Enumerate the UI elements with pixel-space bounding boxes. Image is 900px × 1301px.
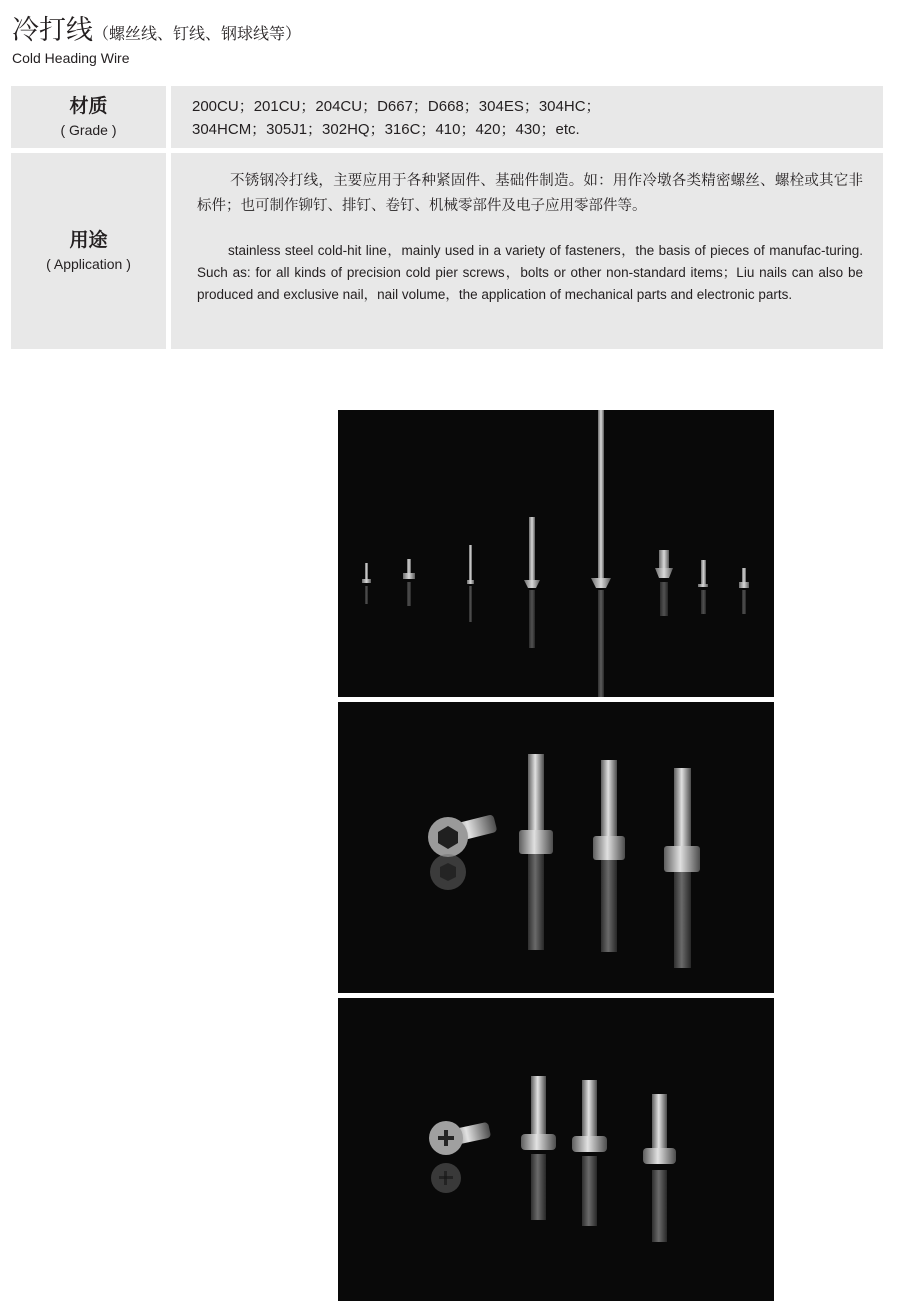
- application-label-zh: 用途: [69, 229, 108, 251]
- phillips-screws-illustration: [338, 998, 774, 1301]
- application-text-en: stainless steel cold-hit line，mainly used in a variety of fasteners，the basis of pieces of manufac-turing. Such as: for all kinds of precision cold pier screws，bolts or other non-standard items；Liu nails can also be produced and exclusive nail，nail volume，the application of mechanical parts and electronic parts.: [197, 243, 863, 302]
- grade-list: [192, 95, 862, 141]
- application-text-zh: 不锈钢冷打线，主要应用于各种紧固件、基础件制造。如：用作冷墩各类精密螺丝、螺栓或其它非标件；也可制作铆钉、排钉、卷钉、机械零部件及电子应用零部件等。: [197, 173, 863, 214]
- title-zh: 冷打线: [12, 15, 93, 46]
- product-photo-rivets: [338, 410, 774, 697]
- grade-label-cell: [11, 86, 166, 148]
- socket-screws-illustration: [338, 702, 774, 993]
- application-label-cell: [11, 153, 166, 349]
- grade-line-2: 304HCM；305J1；302HQ；316C；410；420；430；etc.: [192, 121, 580, 138]
- grade-label-en: ( Grade ): [60, 122, 117, 138]
- grade-label-zh: 材质: [69, 95, 108, 117]
- page-title: [12, 14, 301, 51]
- title-subtitle: （螺丝线、钉线、钢球线等）: [93, 24, 302, 43]
- rivets-illustration: [338, 410, 774, 697]
- title-english: Cold Heading Wire: [12, 50, 130, 66]
- product-photo-phillips-screws: [338, 998, 774, 1301]
- product-photo-socket-screws: [338, 702, 774, 993]
- grade-line-1: 200CU；201CU；204CU；D667；D668；304ES；304HC；: [192, 98, 601, 115]
- application-label-en: ( Application ): [46, 256, 131, 272]
